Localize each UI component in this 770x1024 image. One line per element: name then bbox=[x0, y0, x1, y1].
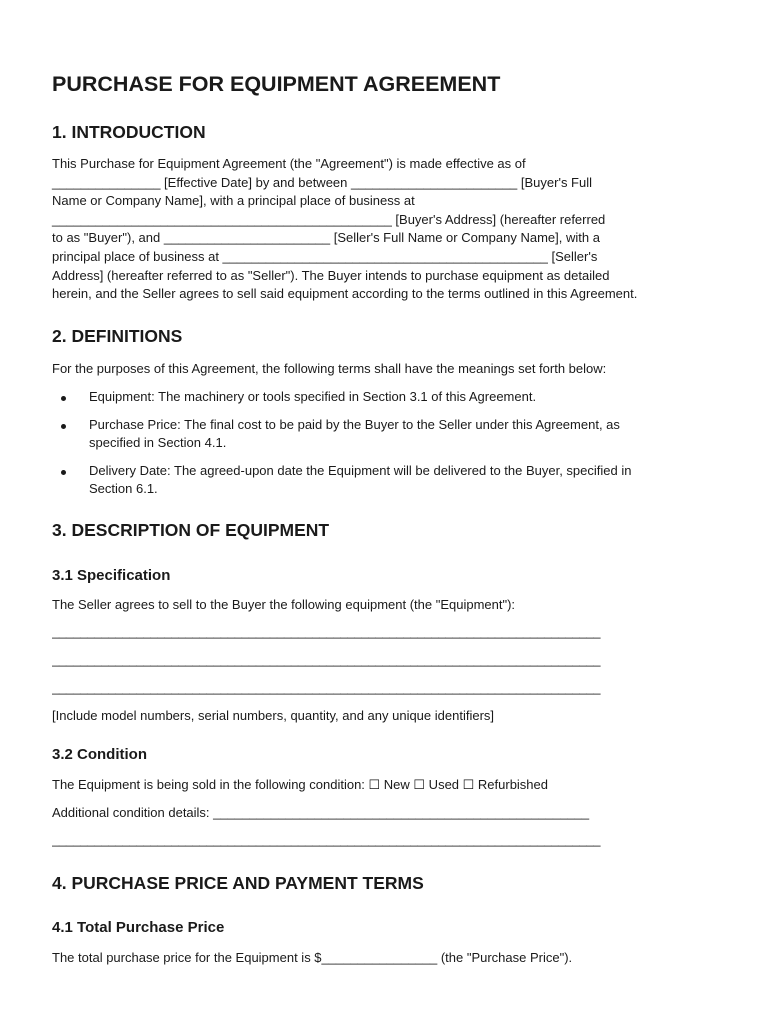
list-item-text: Section 6.1. bbox=[89, 481, 158, 497]
subsection-3-1-heading: 3.1 Specification bbox=[52, 567, 171, 584]
list-item-text: specified in Section 4.1. bbox=[89, 435, 227, 451]
bullet-icon bbox=[61, 424, 66, 429]
bullet-icon bbox=[61, 470, 66, 475]
list-item-text: Purchase Price: The final cost to be paid by the Buyer to the Seller under this Agreement, as bbox=[89, 417, 620, 432]
blank-line: ______________________________________________________________________________ bbox=[52, 652, 601, 667]
paragraph-line: _______________ [Effective Date] by and between _______________________ [Buyer's Full bbox=[52, 174, 593, 190]
subsection-4-1-text: The total purchase price for the Equipment is $________________ (the "Purchase Price"). bbox=[52, 950, 573, 965]
section-1-heading: 1. INTRODUCTION bbox=[52, 122, 206, 142]
list-item-text: Equipment: The machinery or tools specified in Section 3.1 of this Agreement. bbox=[89, 389, 537, 404]
subsection-4-1-heading: 4.1 Total Purchase Price bbox=[52, 919, 225, 936]
subsection-3-1-text: The Seller agrees to sell to the Buyer the following equipment (the "Equipment"): bbox=[52, 597, 516, 612]
paragraph-line: principal place of business at _____________________________________________ [Seller's bbox=[52, 248, 598, 264]
section-4-heading: 4. PURCHASE PRICE AND PAYMENT TERMS bbox=[52, 873, 424, 893]
blank-line: ______________________________________________________________________________ bbox=[52, 680, 601, 695]
subsection-3-2-heading: 3.2 Condition bbox=[52, 746, 147, 763]
paragraph-line: Name or Company Name], with a principal place of business at bbox=[52, 193, 415, 209]
paragraph-line: This Purchase for Equipment Agreement (the "Agreement") is made effective as of bbox=[52, 156, 526, 171]
condition-options: The Equipment is being sold in the following condition: ☐ New ☐ Used ☐ Refurbished bbox=[52, 777, 548, 792]
document-title: PURCHASE FOR EQUIPMENT AGREEMENT bbox=[52, 72, 501, 96]
paragraph-line: Address] (hereafter referred to as "Seller"). The Buyer intends to purchase equipment as detailed bbox=[52, 267, 610, 283]
paragraph-line: herein, and the Seller agrees to sell said equipment according to the terms outlined in this Agreement. bbox=[52, 286, 638, 302]
subsection-3-1-note: [Include model numbers, serial numbers, quantity, and any unique identifiers] bbox=[52, 708, 495, 723]
paragraph-line: to as "Buyer"), and _______________________ [Seller's Full Name or Company Name], with a bbox=[52, 230, 600, 246]
list-item-text: Delivery Date: The agreed-upon date the Equipment will be delivered to the Buyer, specified in bbox=[89, 463, 632, 478]
paragraph-line: _______________________________________________ [Buyer's Address] (hereafter referred bbox=[52, 211, 606, 227]
section-2-heading: 2. DEFINITIONS bbox=[52, 326, 183, 346]
bullet-icon bbox=[61, 396, 66, 401]
section-3-heading: 3. DESCRIPTION OF EQUIPMENT bbox=[52, 520, 330, 540]
section-2-intro: For the purposes of this Agreement, the following terms shall have the meanings set forth below: bbox=[52, 361, 607, 376]
condition-details: Additional condition details: ____________________________________________________ bbox=[52, 805, 590, 820]
blank-line: ______________________________________________________________________________ bbox=[52, 832, 601, 847]
section-1-paragraph bbox=[52, 155, 637, 304]
blank-line: ______________________________________________________________________________ bbox=[52, 624, 601, 639]
